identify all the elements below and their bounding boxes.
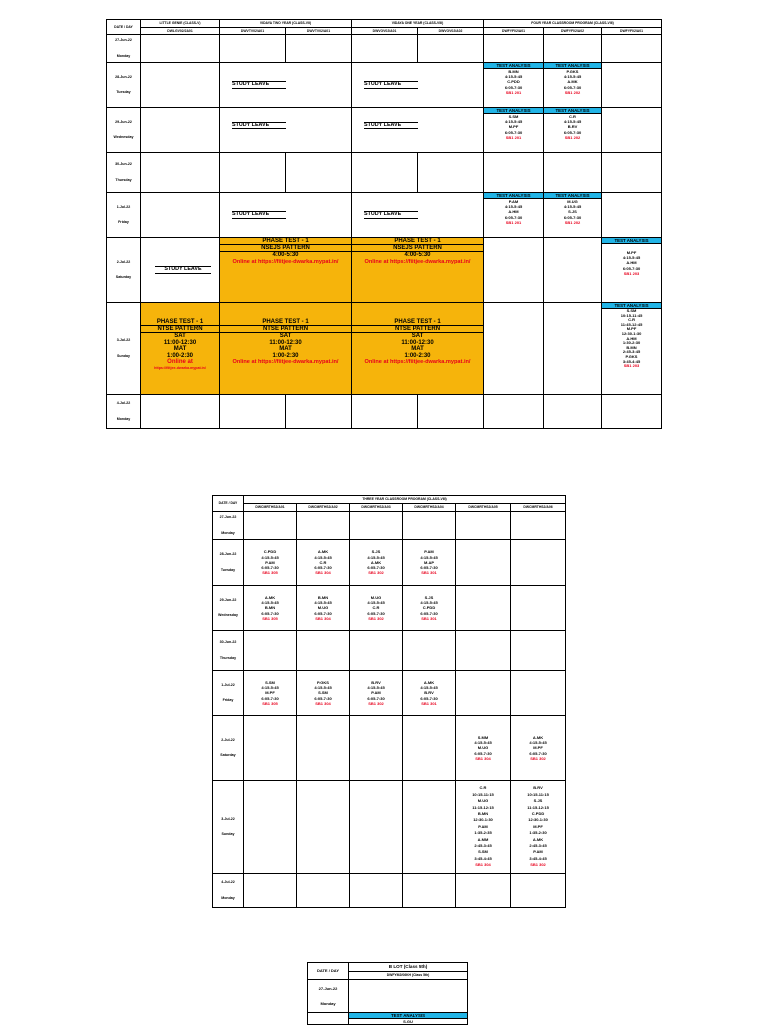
group-header: VIDAYA TWO YEAR (CLASS-VII) (220, 20, 352, 28)
table-row (213, 781, 566, 874)
table-row (308, 980, 468, 1013)
batch-header: DWVOV02/A02 (418, 28, 484, 35)
group-header: THREE YEAR CLASSROOM PROGRAM (CLASS-VIII) (244, 496, 566, 504)
date-cell: 1-Jul-22 Friday (107, 193, 141, 238)
test-analysis-cell: TEST ANALYSIS P.GKS 4:15-5:45 A.MK 6:05-7:30 SB1 202 (544, 63, 602, 108)
phase-test-cell: PHASE TEST - 1 NTSE PATTERN SAT 11:00-12:30 MAT 1:00-2:30 Online at https://fiitjee-dwarka.mypat.in/ (352, 303, 484, 395)
test-analysis-cell: TEST ANALYSIS S.GU (349, 1013, 468, 1025)
table-row (107, 63, 662, 108)
class-cell: A.MK 4:15-5:45 B.MN 6:05-7:30 SB1 305 (244, 586, 297, 631)
phase-test-cell: PHASE TEST - 1 NSEJS PATTERN 4:00-5:30 Online at https://fiitjee-dwarka.mypat.in/ (352, 238, 484, 303)
class-cell: P.AM 4:15-5:45 M.AP 6:05-7:30 SB1 301 (403, 540, 456, 586)
batch-header: DWFYM2/06KH (Class 5th) (349, 972, 468, 980)
table-row (213, 586, 566, 631)
date-cell: 27-Jun-22 Monday (107, 35, 141, 63)
class-cell: A.MK 4:15-5:45 C.R 6:05-7:30 SB1 304 (297, 540, 350, 586)
group-header: B LOT (Class 5th) (349, 963, 468, 972)
date-cell: 4-Jul-22 Monday (107, 395, 141, 429)
date-cell: 30-Jun-22 Thursday (213, 631, 244, 671)
table-row (213, 671, 566, 716)
timetable-b-lot (307, 962, 468, 1025)
date-cell: 2-Jul-22 Saturday (213, 716, 244, 781)
test-analysis-cell: TEST ANALYSIS S.SM 10:15-11:45 C.R 11:45-12:45 M.PF 12:30-1:30 A.HM 1:30-2:30 B.MN 2:45-3:45 P.GKS 3:45-4:45 SB1 203 (602, 303, 662, 395)
test-analysis-cell: TEST ANALYSIS C.R 4:15-5:45 B.RV 6:05-7:30 SB1 202 (544, 108, 602, 153)
date-cell: 4-Jul-22 Monday (213, 874, 244, 908)
table-row (213, 512, 566, 540)
phase-test-cell: PHASE TEST - 1 NTSE PATTERN SAT 11:00-12:30 MAT 1:00-2:30 Online at https://fiitjee-dwarka.mypat.in/ (220, 303, 352, 395)
table-row (213, 631, 566, 671)
study-leave-cell: STUDY LEAVE (352, 193, 484, 238)
test-analysis-cell: TEST ANALYSIS S.SM 4:15-5:45 M.PF 6:05-7:30 SB1 201 (484, 108, 544, 153)
batch-header: DWCMRTHS2/A01 (244, 504, 297, 512)
date-cell: 28-Jun-22 Tuesday (107, 63, 141, 108)
header-date-day: DATE / DAY (213, 496, 244, 512)
table-row (213, 716, 566, 781)
class-cell: C.R 10:15-11:15 M.UG 11:15-12:15 B.MN 12:30-1:30 P.AM 1:35-2:35 A.MM 2:45-3:45 S.SM 3:45-4:45 SB1 304 (456, 781, 511, 874)
class-cell: B.MN 4:15-5:45 M.UG 6:05-7:30 SB1 304 (297, 586, 350, 631)
class-cell: A.MK 4:15-5:45 B.RV 6:05-7:30 SB1 301 (403, 671, 456, 716)
date-cell: 27-Jun-22 Monday (213, 512, 244, 540)
class-cell: S.JS 4:15-5:45 A.MK 6:05-7:30 SB1 302 (350, 540, 403, 586)
class-cell: C.PDD 4:15-5:45 P.AM 6:05-7:30 SB1 305 (244, 540, 297, 586)
class-cell: S.JS 4:15-5:45 C.PDD 6:05-7:30 SB1 301 (403, 586, 456, 631)
timetable-class-v-viii (106, 19, 662, 429)
test-analysis-cell: TEST ANALYSIS P.AM 4:15-5:45 A.HM 6:05-7:30 SB1 201 (484, 193, 544, 238)
table-row (107, 193, 662, 238)
header-date-day: DATE / DAY (308, 963, 349, 980)
study-leave-cell: STUDY LEAVE (141, 238, 220, 303)
table-row (107, 35, 662, 63)
date-cell: 1-Jul-22 Friday (213, 671, 244, 716)
date-cell: 30-Jun-22 Thursday (107, 153, 141, 193)
study-leave-cell: STUDY LEAVE (352, 108, 484, 153)
table-row (213, 540, 566, 586)
table-row (107, 153, 662, 193)
table-row (107, 108, 662, 153)
phase-test-cell: PHASE TEST - 1 NTSE PATTERN SAT 11:00-12:30 MAT 1:00-2:30 Online at https://fiitjee-dwarka.mypat.in/ (141, 303, 220, 395)
class-cell: P.GKS 4:15-5:45 S.SM 6:05-7:30 SB1 304 (297, 671, 350, 716)
study-leave-cell: STUDY LEAVE (220, 63, 352, 108)
date-cell: 27-Jun-22 Monday (308, 980, 349, 1013)
study-leave-cell: STUDY LEAVE (220, 108, 352, 153)
study-leave-cell: STUDY LEAVE (352, 63, 484, 108)
class-cell: M.UG 4:15-5:45 C.R 6:05-7:30 SB1 302 (350, 586, 403, 631)
batch-header: DWFYF02/A02 (544, 28, 602, 35)
class-cell: A.MK 4:15-5:45 M.PF 6:05-7:30 SB1 302 (511, 716, 566, 781)
table-row (107, 238, 662, 303)
batch-header: DWFYF02/A01 (484, 28, 544, 35)
batch-header: DWVTV02/A01 (286, 28, 352, 35)
date-cell: 2-Jul-22 Saturday (107, 238, 141, 303)
class-cell: S.MM 4:15-5:45 M.UG 6:05-7:30 SB1 304 (456, 716, 511, 781)
date-cell: 29-Jun-22 Wednesday (213, 586, 244, 631)
date-cell: 28-Jun-22 Tuesday (213, 540, 244, 586)
date-cell: 3-Jul-22 Sunday (107, 303, 141, 395)
table-row (213, 874, 566, 908)
study-leave-cell: STUDY LEAVE (220, 193, 352, 238)
group-header: VIDAYA ONE YEAR (CLASS-VIII) (352, 20, 484, 28)
table-row (308, 1013, 468, 1025)
test-analysis-cell: TEST ANALYSIS M.PF 4:15-5:45 A.HM 6:05-7:30 SB1 203 (602, 238, 662, 303)
group-header: LITTLE GENIE (CLASS-V) (141, 20, 220, 28)
date-cell: 29-Jun-22 Wednesday (107, 108, 141, 153)
batch-header: DWCMRTHS2/A03 (350, 504, 403, 512)
batch-header: DWCMRTHS2/A04 (403, 504, 456, 512)
class-cell: B.RV 4:15-5:45 P.AM 6:05-7:30 SB1 302 (350, 671, 403, 716)
batch-header: DWCMRTHS2/A05 (456, 504, 511, 512)
table-row (107, 303, 662, 395)
phase-test-cell: PHASE TEST - 1 NSEJS PATTERN 4:00-5:30 Online at https://fiitjee-dwarka.mypat.in/ (220, 238, 352, 303)
batch-header: DWCMRTHS2/A02 (297, 504, 350, 512)
group-header: FOUR YEAR CLASSROOM PROGRAM (CLASS-VIII) (484, 20, 662, 28)
test-analysis-cell: TEST ANALYSIS B.MN 4:15-5:45 C.PDD 6:05-7:30 SB1 201 (484, 63, 544, 108)
batch-header: DWLGV02/2A01 (141, 28, 220, 35)
class-cell: B.RV 10:15-11:15 S.JS 11:15-12:15 C.PDD 12:30-1:30 M.PF 1:35-2:30 A.MK 2:45-3:45 P.AM 3:45-4:45 SB1 302 (511, 781, 566, 874)
batch-header: DWVTV02/A01 (220, 28, 286, 35)
date-cell: 3-Jul-22 Sunday (213, 781, 244, 874)
batch-header: DWCMRTHS2/A06 (511, 504, 566, 512)
test-analysis-cell: TEST ANALYSIS M.UG 4:15-5:45 S.JS 6:05-7:30 SB1 202 (544, 193, 602, 238)
header-date-day: DATE / DAY (107, 20, 141, 35)
class-cell: S.SM 4:15-5:45 M.PF 6:05-7:30 SB1 305 (244, 671, 297, 716)
batch-header: DWFYF02/A01 (602, 28, 662, 35)
batch-header: DWVOV02/A01 (352, 28, 418, 35)
table-row (107, 395, 662, 429)
timetable-three-year (212, 495, 566, 908)
